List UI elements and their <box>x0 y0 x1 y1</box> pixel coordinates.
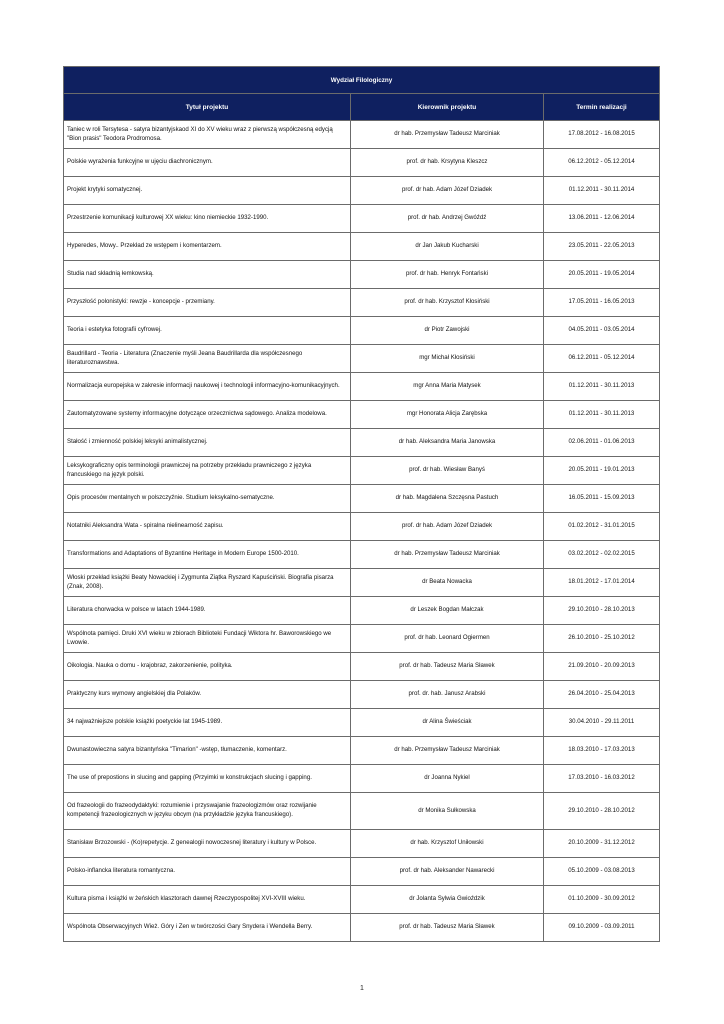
table-row <box>64 541 660 569</box>
project-period-cell: 17.03.2010 - 16.03.2012 <box>544 765 660 793</box>
project-period-cell: 29.10.2010 - 28.10.2012 <box>544 793 660 830</box>
project-period-cell: 09.10.2009 - 03.09.2011 <box>544 914 660 942</box>
project-manager-cell: prof. dr. hab. Janusz Arabski <box>351 681 544 709</box>
project-title-cell: Wspólnota pamięci. Druki XVI wieku w zbiorach Biblioteki Fundacji Wiktora hr. Baworowskiego we Lwowie. <box>64 625 351 653</box>
project-period-cell: 21.09.2010 - 20.09.2013 <box>544 653 660 681</box>
table-row <box>64 793 660 830</box>
project-period-cell: 06.12.2012 - 05.12.2014 <box>544 149 660 177</box>
project-period-cell: 18.03.2010 - 17.03.2013 <box>544 737 660 765</box>
project-title-cell: Wspólnota Obserwacyjnych Wież. Góry i Zen w twórczości Gary Snydera i Wendella Berry. <box>64 914 351 942</box>
project-manager-cell: prof. dr hab. Andrzej Gwóźdź <box>351 205 544 233</box>
project-period-cell: 01.12.2011 - 30.11.2014 <box>544 177 660 205</box>
project-manager-cell: dr hab. Przemysław Tadeusz Marciniak <box>351 737 544 765</box>
project-period-cell: 04.05.2011 - 03.05.2014 <box>544 317 660 345</box>
project-period-cell: 01.10.2009 - 30.09.2012 <box>544 886 660 914</box>
header-project-title: Tytuł projektu <box>64 94 351 121</box>
project-period-cell: 29.10.2010 - 28.10.2013 <box>544 597 660 625</box>
project-title-cell: Przestrzenie komunikacji kulturowej XX wieku: kino niemieckie 1932-1990. <box>64 205 351 233</box>
table-row <box>64 233 660 261</box>
project-manager-cell: prof. dr hab. Aleksander Nawarecki <box>351 858 544 886</box>
project-manager-cell: prof. dr hab. Wiesław Banyś <box>351 457 544 485</box>
project-title-cell: Praktyczny kurs wymowy angielskiej dla Polaków. <box>64 681 351 709</box>
project-manager-cell: dr hab. Przemysław Tadeusz Marciniak <box>351 541 544 569</box>
project-title-cell: Hyperedes, Mowy.. Przekład ze wstępem i komentarzem. <box>64 233 351 261</box>
table-row <box>64 513 660 541</box>
table-title-row <box>64 67 660 94</box>
project-manager-cell: dr Piotr Zawojski <box>351 317 544 345</box>
project-title-cell: Projekt krytyki somatycznej. <box>64 177 351 205</box>
table-row <box>64 149 660 177</box>
project-title-cell: Od frazeologii do frazeodydaktyki: rozumienie i przyswajanie frazeologizmów oraz rozwijanie kompetencji frazeologicznych w języku obcym (na przykładzie języka francuskiego). <box>64 793 351 830</box>
table-row <box>64 886 660 914</box>
project-title-cell: Stałość i zmienność polskiej leksyki animalistycznej. <box>64 429 351 457</box>
project-period-cell: 01.12.2011 - 30.11.2013 <box>544 373 660 401</box>
table-row <box>64 653 660 681</box>
project-title-cell: Opis procesów mentalnych w polszczyźnie. Studium leksykalno-sematyczne. <box>64 485 351 513</box>
project-manager-cell: dr Alina Świeściak <box>351 709 544 737</box>
project-title-cell: Literatura chorwacka w polsce w latach 1944-1989. <box>64 597 351 625</box>
table-row <box>64 177 660 205</box>
project-manager-cell: prof. dr hab. Henryk Fontański <box>351 261 544 289</box>
project-manager-cell: dr hab. Przemysław Tadeusz Marciniak <box>351 121 544 149</box>
project-title-cell: Baudrillard - Teoria - Literatura (Znaczenie myśli Jeana Baudrillarda dla współczesnego literaturoznawstwa. <box>64 345 351 373</box>
project-period-cell: 26.10.2010 - 25.10.2012 <box>544 625 660 653</box>
project-manager-cell: prof. dr hab. Krzysztof Kłosiński <box>351 289 544 317</box>
project-manager-cell: dr hab. Magdalena Szczęsna Pastuch <box>351 485 544 513</box>
project-title-cell: Kultura pisma i książki w żeńskich klasztorach dawnej Rzeczypospolitej XVI-XVIII wieku. <box>64 886 351 914</box>
project-period-cell: 18.01.2012 - 17.01.2014 <box>544 569 660 597</box>
project-title-cell: Oikologia. Nauka o domu - krajobraz, zakorzenienie, polityka. <box>64 653 351 681</box>
project-period-cell: 23.05.2011 - 22.05.2013 <box>544 233 660 261</box>
project-title-cell: Teoria i estetyka fotografii cyfrowej. <box>64 317 351 345</box>
project-manager-cell: prof. dr hab. Tadeusz Maria Sławek <box>351 914 544 942</box>
header-project-manager: Kierownik projektu <box>351 94 544 121</box>
project-manager-cell: dr Leszek Bogdan Małczak <box>351 597 544 625</box>
project-title-cell: Zautomatyzowane systemy informacyjne dotyczące orzecznictwa sądowego. Analiza modelowa. <box>64 401 351 429</box>
table-row <box>64 261 660 289</box>
project-period-cell: 02.06.2011 - 01.06.2013 <box>544 429 660 457</box>
project-period-cell: 05.10.2009 - 03.08.2013 <box>544 858 660 886</box>
table-row <box>64 205 660 233</box>
project-manager-cell: mgr Michał Kłosiński <box>351 345 544 373</box>
project-title-cell: Włoski przekład książki Beaty Nowackiej i Zygmunta Ziątka Ryszard Kapuściński. Biografia pisarza (Znak, 2008). <box>64 569 351 597</box>
table-row <box>64 317 660 345</box>
table-row <box>64 737 660 765</box>
table-row <box>64 485 660 513</box>
project-title-cell: Leksykograficzny opis terminologii prawniczej na potrzeby przekładu prawniczego z języka francuskiego na język polski. <box>64 457 351 485</box>
project-manager-cell: dr Monika Sułkowska <box>351 793 544 830</box>
project-title-cell: Stanisław Brzozowski - (Ko)repetycje. Z genealogii nowoczesnej literatury i kultury w Polsce. <box>64 830 351 858</box>
table-row <box>64 569 660 597</box>
project-period-cell: 13.06.2011 - 12.06.2014 <box>544 205 660 233</box>
project-title-cell: Transformations and Adaptations of Byzantine Heritage in Modern Europe 1500-2010. <box>64 541 351 569</box>
table-title: Wydział Filologiczny <box>64 67 660 94</box>
table-row <box>64 457 660 485</box>
table-row <box>64 429 660 457</box>
table-row <box>64 914 660 942</box>
project-title-cell: Dwunastowieczna satyra bizantyńska "Timarion" -wstęp, tłumaczenie, komentarz. <box>64 737 351 765</box>
project-period-cell: 26.04.2010 - 25.04.2013 <box>544 681 660 709</box>
project-manager-cell: prof. dr hab. Leonard Ogiermen <box>351 625 544 653</box>
project-manager-cell: prof. dr hab. Tadeusz Maria Sławek <box>351 653 544 681</box>
project-manager-cell: prof. dr hab. Adam Józef Dziadek <box>351 513 544 541</box>
project-manager-cell: dr hab. Krzysztof Uniłowski <box>351 830 544 858</box>
project-period-cell: 01.02.2012 - 31.01.2015 <box>544 513 660 541</box>
table-row <box>64 681 660 709</box>
project-title-cell: Notatniki Aleksandra Wata - spiralna nielinearność zapisu. <box>64 513 351 541</box>
table-row <box>64 625 660 653</box>
project-manager-cell: mgr Honorata Alicja Zarębska <box>351 401 544 429</box>
project-period-cell: 20.05.2011 - 19.01.2013 <box>544 457 660 485</box>
table-row <box>64 830 660 858</box>
project-period-cell: 17.05.2011 - 16.05.2013 <box>544 289 660 317</box>
project-title-cell: Studia nad składnią łemkowską. <box>64 261 351 289</box>
table-header-row <box>64 94 660 121</box>
table-row <box>64 289 660 317</box>
project-manager-cell: dr Joanna Nykiel <box>351 765 544 793</box>
table-row <box>64 709 660 737</box>
project-title-cell: Polsko-inflancka literatura romantyczna. <box>64 858 351 886</box>
project-period-cell: 16.05.2011 - 15.09.2013 <box>544 485 660 513</box>
table-row <box>64 858 660 886</box>
table-row <box>64 345 660 373</box>
header-period: Termin realizacji <box>544 94 660 121</box>
project-title-cell: The use of prepostions in slucing and gapping (Przyimki w konstrukcjach slucing i gapping. <box>64 765 351 793</box>
project-period-cell: 03.02.2012 - 02.02.2015 <box>544 541 660 569</box>
project-manager-cell: dr Beata Nowacka <box>351 569 544 597</box>
page-number: 1 <box>360 985 364 992</box>
project-title-cell: Przyszłość polonistyki: rewzje - koncepcje - przemiany. <box>64 289 351 317</box>
table-row <box>64 765 660 793</box>
project-title-cell: Polskie wyrażenia funkcyjne w ujęciu diachronicznym. <box>64 149 351 177</box>
project-period-cell: 20.10.2009 - 31.12.2012 <box>544 830 660 858</box>
project-period-cell: 06.12.2011 - 05.12.2014 <box>544 345 660 373</box>
project-title-cell: 34 najważniejsze polskie książki poetyckie lat 1945-1989. <box>64 709 351 737</box>
project-manager-cell: mgr Anna Maria Matysek <box>351 373 544 401</box>
table-row <box>64 597 660 625</box>
project-title-cell: Normalizacja europejska w zakresie informacji naukowej i technologii informacyjno-komunikacyjnych. <box>64 373 351 401</box>
project-title-cell: Taniec w roli Tersytesa - satyra bizantyjskaod XI do XV wieku wraz z pierwszą współczesną edycją "Bion prasis" Teodora Prodromosa. <box>64 121 351 149</box>
project-period-cell: 20.05.2011 - 19.05.2014 <box>544 261 660 289</box>
projects-table <box>63 66 660 942</box>
project-period-cell: 30.04.2010 - 29.11.2011 <box>544 709 660 737</box>
project-period-cell: 01.12.2011 - 30.11.2013 <box>544 401 660 429</box>
project-manager-cell: prof. dr hab. Adam Józef Dziadek <box>351 177 544 205</box>
project-period-cell: 17.08.2012 - 16.08.2015 <box>544 121 660 149</box>
project-manager-cell: dr Jolanta Sylwia Gwioździk <box>351 886 544 914</box>
table-row <box>64 373 660 401</box>
project-manager-cell: dr hab. Aleksandra Maria Janowska <box>351 429 544 457</box>
table-body <box>64 121 660 942</box>
project-manager-cell: dr Jan Jakub Kucharski <box>351 233 544 261</box>
table-row <box>64 121 660 149</box>
project-manager-cell: prof. dr hab. Krsytyna Kleszcz <box>351 149 544 177</box>
table-row <box>64 401 660 429</box>
